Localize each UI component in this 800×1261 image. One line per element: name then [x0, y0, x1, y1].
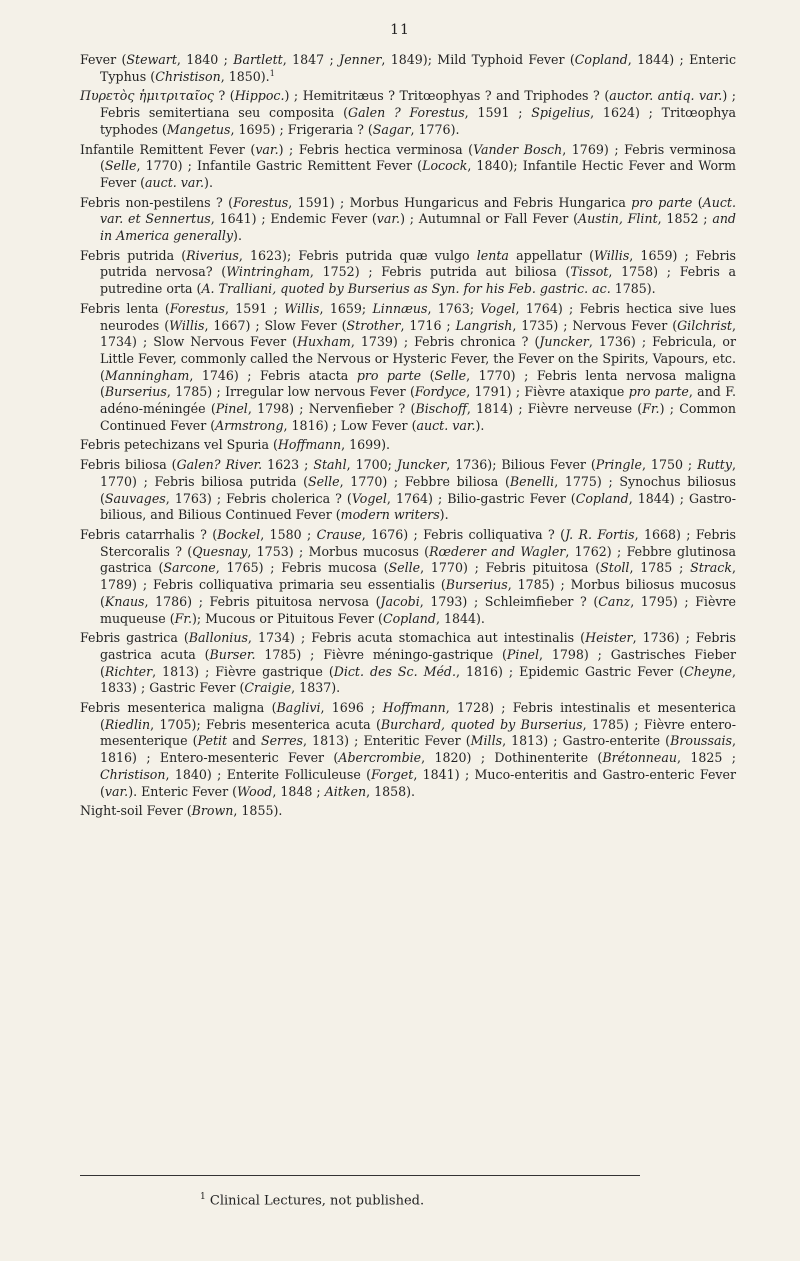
footnote-marker: 1 [200, 1192, 206, 1202]
footnote [200, 1192, 424, 1208]
synonym-entry: Febris catarrhalis ? (Bockel, 1580 ; Crause, 1676) ; Febris colliquativa ? (J. R. Fortis, 1668) ; Febris Stercoralis ? (Quesnay, 1753) ; Morbus mucosus (Rœderer and Wagler, 1762) ; Febbre glutinosa gastrica (Sarcone, 1765) ; Febris mucosa (Selle, 1770) ; Febris pituitosa (Stoll, 1785 ; Strack, 1789) ; Febris colliquativa primaria seu essentialis (Burserius, 1785) ; Morbus biliosus mucosus (Knaus, 1786) ; Febris pituitosa nervosa (Jacobi, 1793) ; Schleimfieber ? (Canz, 1795) ; Fièvre muqueuse (Fr.); Mucous or Pituitous Fever (Copland, 1844). [80, 526, 737, 626]
footnote-rule [80, 1175, 640, 1176]
synonym-entry: Febris lenta (Forestus, 1591 ; Willis, 1659; Linnæus, 1763; Vogel, 1764) ; Febris hectica sive lues neurodes (Willis, 1667) ; Slow Fever (Strother, 1716 ; Langrish, 1735) ; Nervous Fever (Gilchrist, 1734) ; Slow Nervous Fever (Huxham, 1739) ; Febris chronica ? (Juncker, 1736) ; Febricula, or Little Fever, commonly called the Nervous or Hysteric Fever, the Fever on the Spirits, Vapours, etc. (Manningham, 1746) ; Febris atacta pro parte (Selle, 1770) ; Febris lenta nervosa maligna (Burserius, 1785) ; Irregular low nervous Fever (Fordyce, 1791) ; Fièvre ataxique pro parte, and F. adéno-méningée (Pinel, 1798) ; Nervenfieber ? (Bischoff, 1814) ; Fièvre nerveuse (Fr.) ; Common Continued Fever (Armstrong, 1816) ; Low Fever (auct. var.). [80, 300, 737, 433]
synonym-entry: Fever (Stewart, 1840 ; Bartlett, 1847 ; Jenner, 1849); Mild Typhoid Fever (Copland, 1844) ; Enteric Typhus (Christison, 1850).$^1$ [80, 52, 737, 84]
synonym-entry: Febris gastrica (Ballonius, 1734) ; Febris acuta stomachica aut intestinalis (Heister, 1736) ; Febris gastrica acuta (Burser. 1785) ; Fièvre méningo-gastrique (Pinel, 1798) ; Gastrisches Fieber (Richter, 1813) ; Fièvre gastrique (Dict. des Sc. Méd., 1816) ; Epidemic Gastric Fever (Cheyne, 1833) ; Gastric Fever (Craigie, 1837). [80, 630, 737, 696]
synonym-entry: Night-soil Fever (Brown, 1855). [80, 803, 283, 819]
synonym-entry: Infantile Remittent Fever (var.) ; Febris hectica verminosa (Vander Bosch, 1769) ; Febris verminosa (Selle, 1770) ; Infantile Gastric Remittent Fever (Locock, 1840); Infantile Hectic Fever and Worm Fever (auct. var.). [80, 141, 737, 190]
synonym-entry: Febris non-pestilens ? (Forestus, 1591) ; Morbus Hungaricus and Febris Hungarica pro parte (Auct. var. et Sennertus, 1641) ; Endemic Fever (var.) ; Autumnal or Fall Fever (Austin, Flint, 1852 ; and in America generally). [80, 194, 736, 244]
synonym-entry: Πυρετὸς ἡμιτριταῖος ? (Hippoc.) ; Hemitritæus ? Tritœophyas ? and Triphodes ? (auctor. antiq. var.) ; Febris semitertiana seu composita (Galen ? Forestus, 1591 ; Spigelius, 1624) ; Tritœophya typhodes (Mangetus, 1695) ; Frigeraria ? (Sagar, 1776). [80, 88, 737, 137]
synonym-entry: Febris putrida (Riverius, 1623); Febris putrida quæ vulgo lenta appellatur (Willis, 1659) ; Febris putrida nervosa? (Wintringham, 1752) ; Febris putrida aut biliosa (Tissot, 1758) ; Febris a putredine orta (A. Tralliani, quoted by Burserius as Syn. for his Feb. gastric. ac. 1785). [80, 247, 737, 297]
synonym-entry: Febris mesenterica maligna (Baglivi, 1696 ; Hoffmann, 1728) ; Febris intestinalis et mesenterica (Riedlin, 1705); Febris mesenterica acuta (Burchard, quoted by Burserius, 1785) ; Fièvre entero-mesenterique (Petit and Serres, 1813) ; Enteritic Fever (Mills, 1813) ; Gastro-enterite (Broussais, 1816) ; Entero-mesenteric Fever (Abercrombie, 1820) ; Dothinenterite (Brétonneau, 1825 ; Christison, 1840) ; Enterite Folliculeuse (Forget, 1841) ; Muco-enteritis and Gastro-enteric Fever (var.). Enteric Fever (Wood, 1848 ; Aitken, 1858). [80, 700, 737, 799]
footnote-text: Clinical Lectures, not published. [209, 1193, 425, 1209]
synonym-entry: Febris biliosa (Galen? River. 1623 ; Stahl, 1700; Juncker, 1736); Bilious Fever (Pringle, 1750 ; Rutty, 1770) ; Febris biliosa putrida (Selle, 1770) ; Febbre biliosa (Benelli, 1775) ; Synochus biliosus (Sauvages, 1763) ; Febris cholerica ? (Vogel, 1764) ; Bilio-gastric Fever (Copland, 1844) ; Gastro-bilious, and Bilious Continued Fever (modern writers). [80, 457, 736, 523]
synonym-entry: Febris petechizans vel Spuria (Hoffmann, 1699). [80, 437, 391, 453]
synonym-list [80, 52, 736, 823]
page-number: 11 [390, 22, 410, 38]
